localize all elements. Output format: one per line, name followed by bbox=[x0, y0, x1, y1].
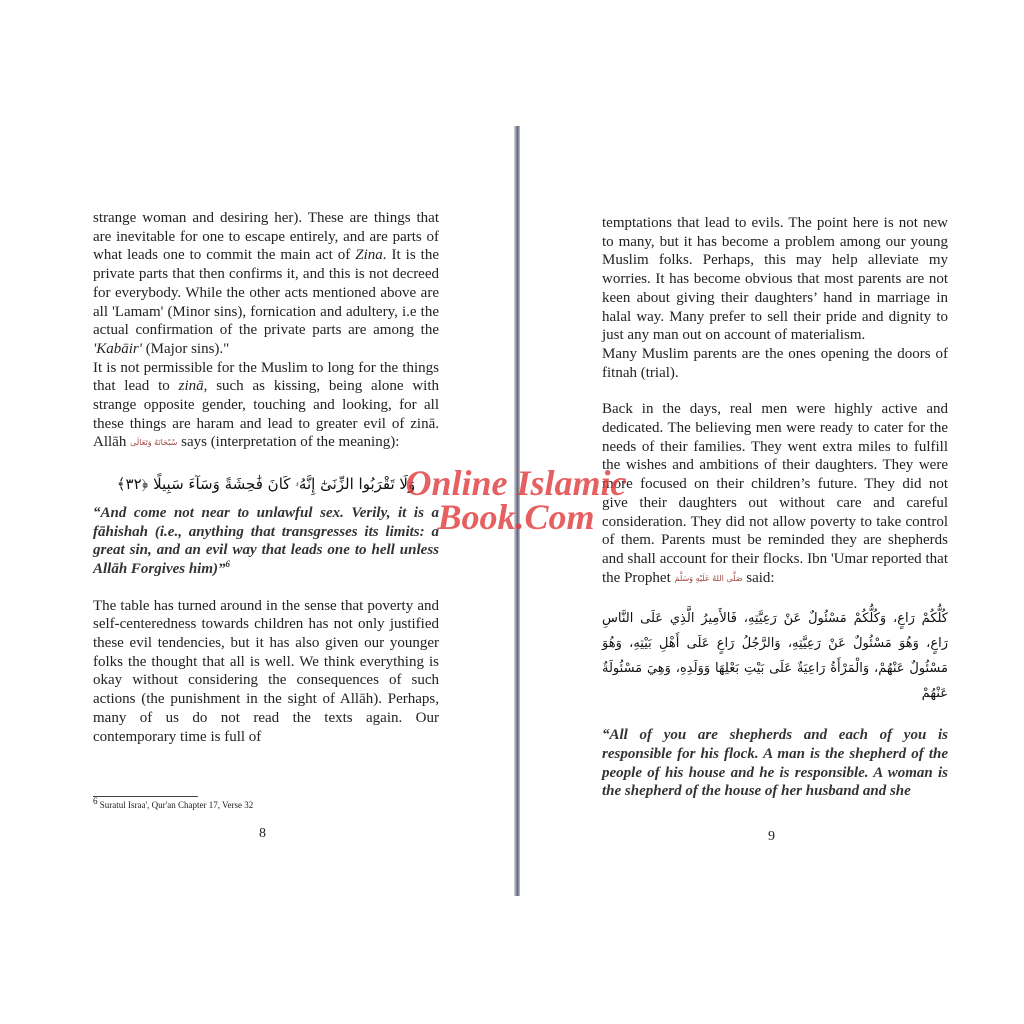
right-paragraph-3: Back in the days, real men were highly active and dedicated. The believing men were ready to cater for the needs of their families. They went extra miles to fulfill the wishes and ambitions of their daughters. They were more focused on their children’s future. They did not give their daughters out without care and careful consideration. They did not allow poverty to take control of them. Parents must be reminded they are shepherds and shall account for their flocks. Ibn 'Umar reported that the Prophet صَلَّى اللهُ عَلَيْهِ وَسَلَّمَ said: bbox=[602, 400, 948, 588]
arabic-verse: وَلَا تَقْرَبُوا الزِّنَىٰٓ إِنَّهُۥ كَانَ فَٰحِشَةً وَسَآءَ سَبِيلًا ﴿٣٢﴾ bbox=[116, 475, 416, 494]
left-paragraph-3: The table has turned around in the sense that poverty and self-centeredness towards children has not only justified these evil tendencies, but it has also given our younger folks the thought that all is well. We think everything is okay without considering the consequences of such actions (the punishment in the sight of Allāh). Perhaps, many of us do not read the texts again. Our contemporary time is full of bbox=[93, 597, 439, 745]
footnote-ref: 6 bbox=[225, 558, 231, 569]
honorific-glyph: صَلَّى اللهُ عَلَيْهِ وَسَلَّمَ bbox=[674, 573, 743, 583]
hadith-translation-quote: “All of you are shepherds and each of you is responsible for his flock. A man is the shepherd of the people of his house and he is responsible. A woman is the shepherd of the house of her husband and she bbox=[602, 727, 948, 800]
left-paragraph-1: strange woman and desiring her). These are things that are inevitable for one to escape entirely, and are parts of what leads one to commit the main act of Zina. It is the private parts that then confirms it, and this is not decreed for everybody. While the other acts mentioned above are all 'Lamam' (Minor sins), fornication and adultery, i.e the actual confirmation of the private parts are among the 'Kabāir' (Major sins)." bbox=[93, 210, 439, 357]
arabic-hadith: كُلُّكُمْ رَاعٍ، وَكُلُّكُمْ مَسْئُولٌ عَنْ رَعِيَّتِهِ، فَالأَمِيرُ الَّذِي عَلَى النَّاسِ رَاعٍ، وَهُوَ مَسْئُولٌ عَنْ رَعِيَّتِهِ، وَالرَّجُلُ رَاعٍ عَلَى أَهْلِ بَيْتِهِ، وَهُوَ مَسْئُولٌ عَنْهُمْ، وَالْمَرْأَةُ رَاعِيَةٌ عَلَى بَيْتِ بَعْلِهَا وَوَلَدِهِ، وَهِيَ مَسْئُولَةٌ عَنْهُمْ bbox=[602, 611, 948, 702]
right-paragraph-2: Many Muslim parents are the ones opening the doors of fitnah (trial). bbox=[602, 345, 948, 381]
watermark: Online Islamic Book.Com bbox=[405, 463, 627, 537]
page-number-right: 9 bbox=[768, 829, 775, 844]
footnote: $^6$ Suratul Israa', Qur'an Chapter 17, Verse 32 bbox=[93, 796, 254, 810]
honorific-glyph: سُبْحَانَهُ وَتَعَالَى bbox=[130, 438, 178, 448]
footnote-divider bbox=[93, 796, 198, 797]
verse-translation-quote: “And come not near to unlawful sex. Verily, it is a fāhishah (i.e., anything that transgresses its limits: a great sin, and an evil way that leads one to hell unless Allāh Forgives him)”$^6$ bbox=[93, 504, 439, 577]
left-paragraph-2: It is not permissible for the Muslim to long for the things that lead to zinā, such as kissing, being alone with strange opposite gender, touching and looking, for all these things are haram and lead to greater evil of zinā. Allāh سُبْحَانَهُ وَتَعَالَى says (interpretation of the meaning): bbox=[93, 359, 439, 454]
right-paragraph-1: temptations that lead to evils. The point here is not new to many, but it has become a problem among our young Muslim folks. Perhaps, this may help alleviate my worries. It has become obvious that most parents are not keen about giving their daughters’ hand in marriage in halal way. Many prefer to sell their pride and dignity to just any man out on account of materialism. bbox=[602, 215, 948, 344]
page-number-left: 8 bbox=[259, 826, 266, 841]
